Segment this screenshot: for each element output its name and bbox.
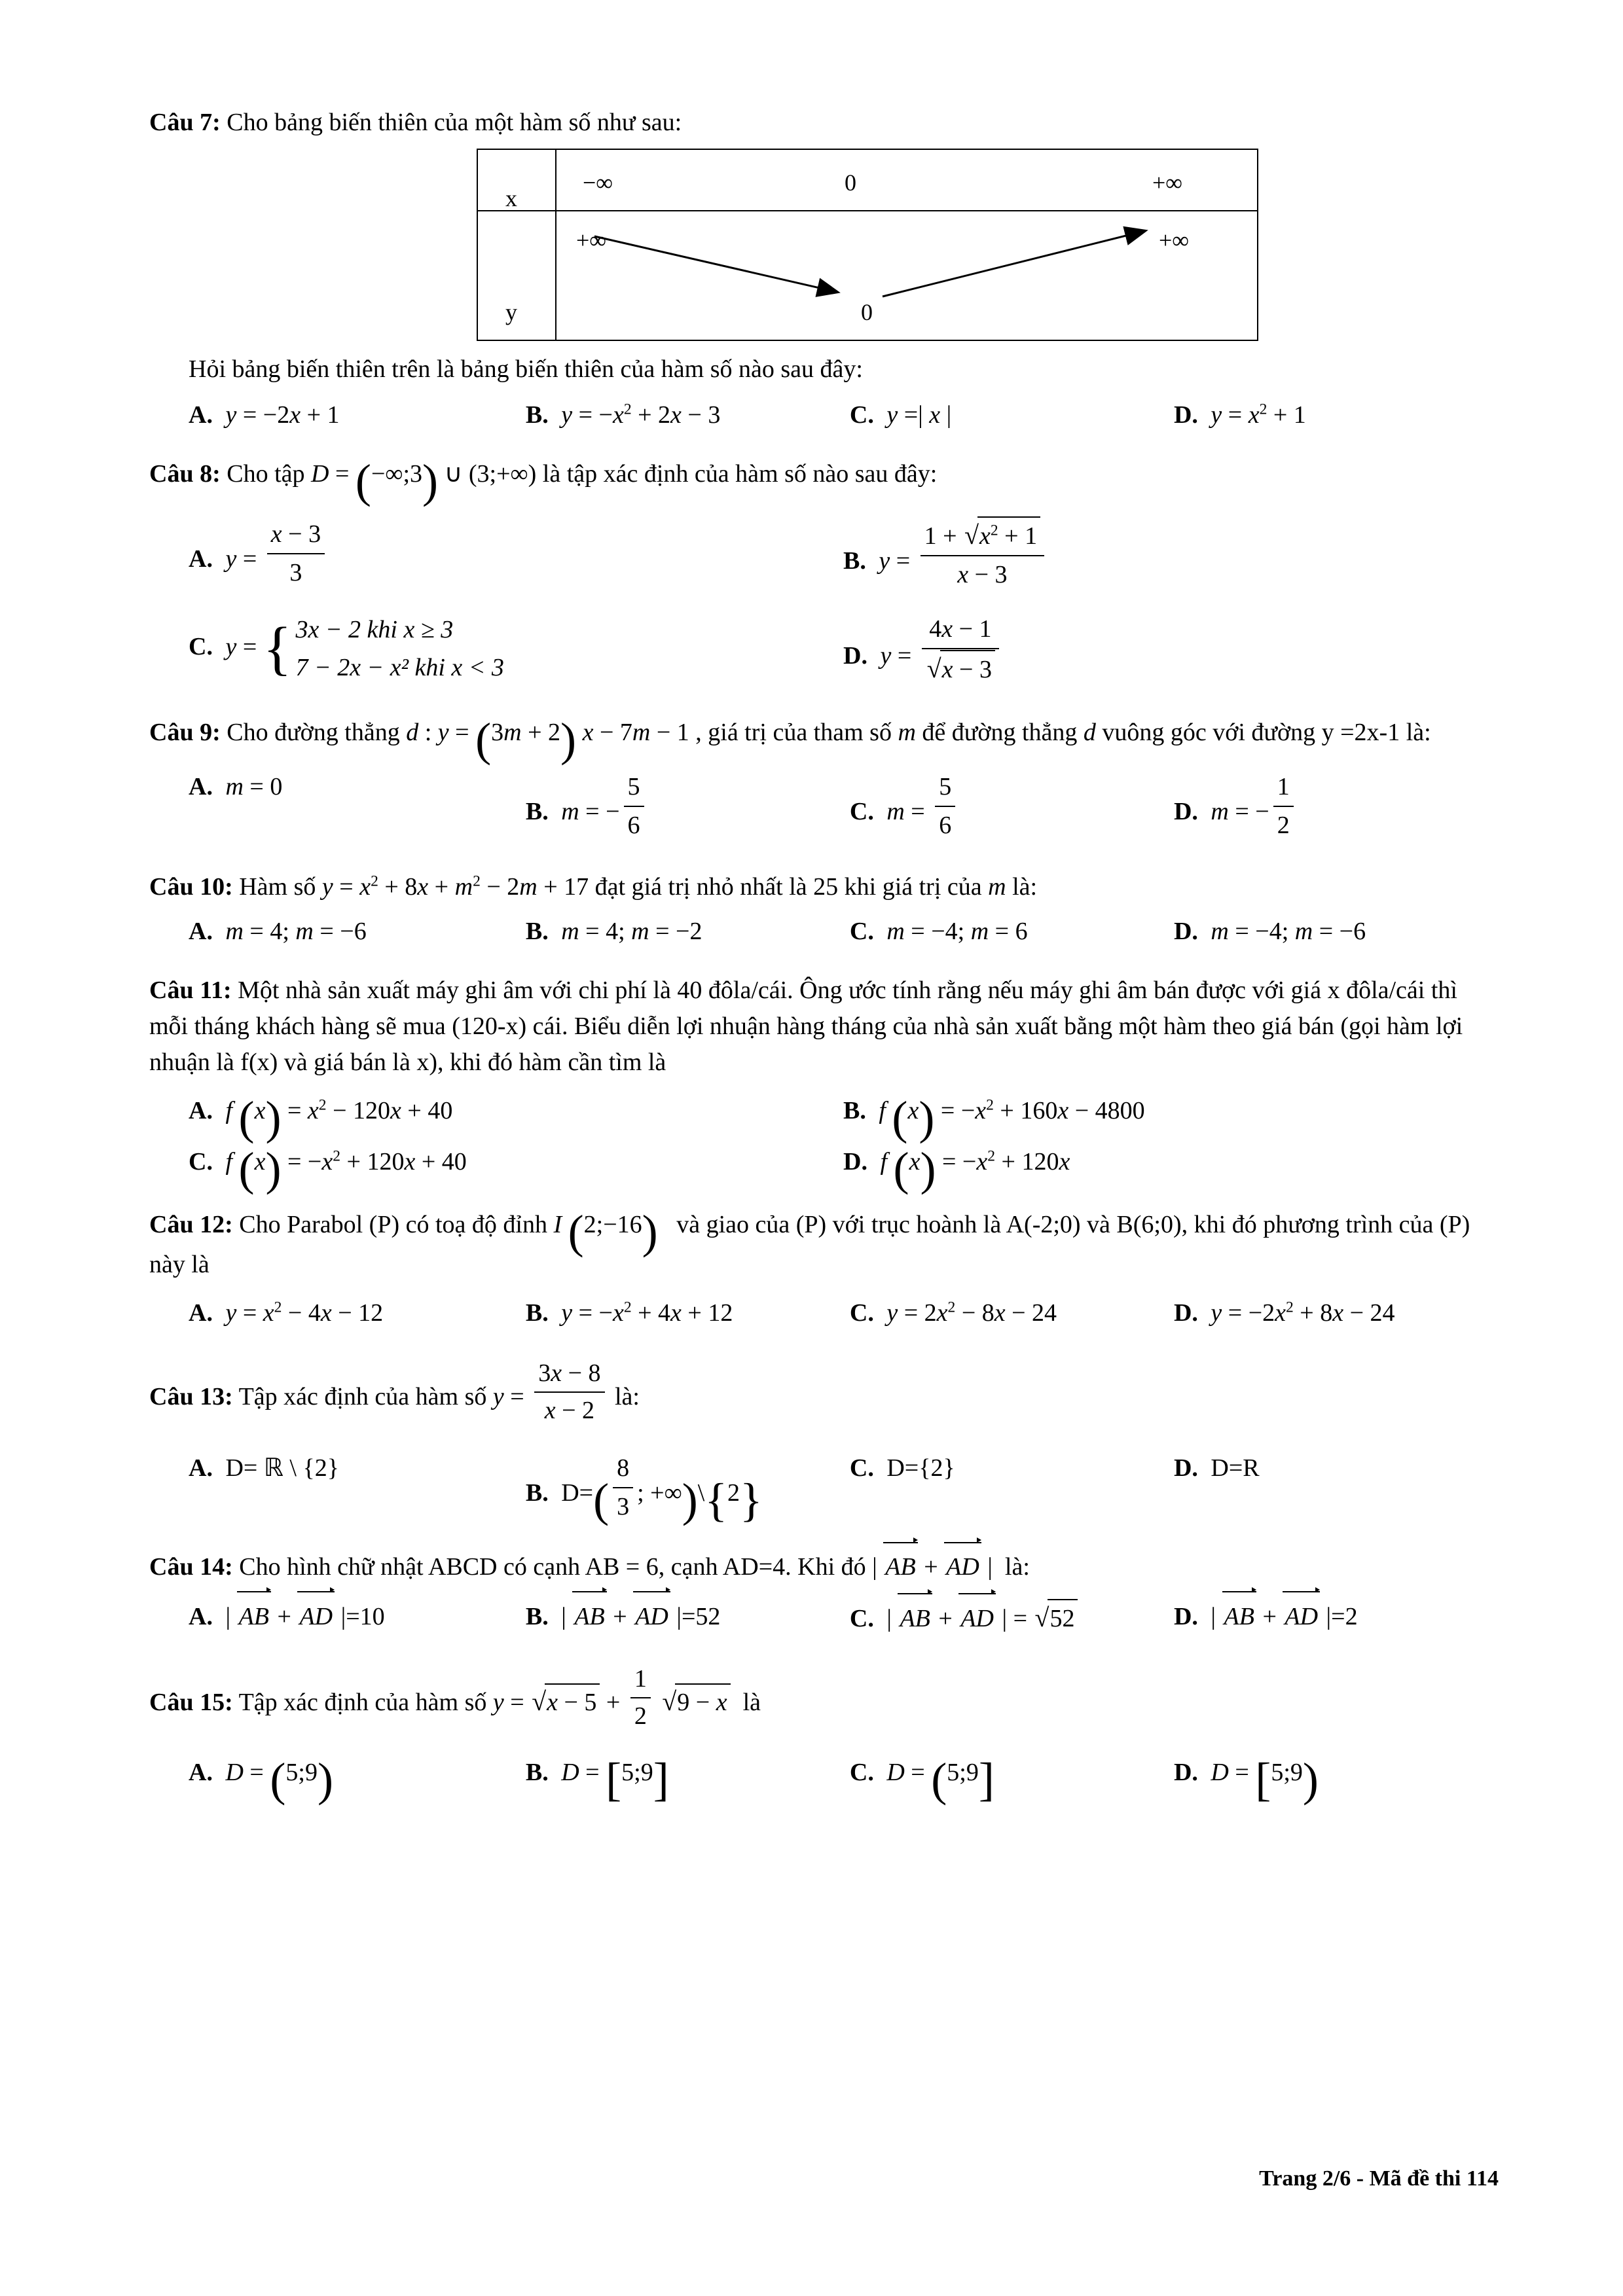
option-b-cau11[interactable]: B. f $(x) = -x^2 + 160x - 4800$ (843, 1092, 1145, 1145)
option-a-cau10[interactable]: A. m = 4; m = −6 (189, 918, 367, 946)
question-label: Câu 11: (149, 977, 232, 1005)
option-letter-d: D. (843, 1147, 867, 1175)
option-letter-c: C. (849, 1604, 874, 1632)
option-letter-d: D. (1173, 918, 1198, 946)
option-letter-c: C. (849, 1454, 874, 1482)
question-label: Câu 8: (149, 460, 221, 488)
question-cau14 (149, 1549, 1498, 1638)
option-b-cau10[interactable]: B. m = 4; m = −2 (525, 918, 702, 946)
option-b-cau7[interactable]: B. $y = -x^2 + 2x - 3$ (525, 401, 721, 429)
table-y-zero: 0 (861, 299, 873, 326)
option-a-cau12[interactable]: A. $y = x^2 - 4x - 12$ (189, 1299, 384, 1327)
option-letter-b: B. (525, 1299, 549, 1327)
option-d-cau10[interactable]: D. m = −4; m = −6 (1173, 918, 1366, 946)
question-text-suffix: là tập xác định của hàm số nào sau đây: (542, 460, 938, 488)
option-d-cau9[interactable]: D. m = − $\frac{1}{2}$ (1174, 768, 1498, 844)
option-letter-d: D. (1173, 1759, 1198, 1787)
option-c-cau11[interactable]: C. f $(x) = -x^2 + 120x + 40$ (189, 1142, 467, 1195)
option-c-line1: 3x − 2 khi x ≥ 3 (295, 615, 454, 643)
question-text: Tập xác định của hàm số y = √x − 5 + $\frac{1}{2}$ √9 − x là (239, 1689, 761, 1716)
option-c-cau10[interactable]: C. m = −4; m = 6 (849, 918, 1028, 946)
question-cau9 (149, 715, 1498, 844)
table-x-plus-infinity: +∞ (1152, 170, 1182, 196)
option-letter-c: C. (849, 401, 874, 429)
options-cau14 (149, 1598, 1498, 1638)
option-a-cau7[interactable]: A. y = −2x + 1 (189, 401, 340, 429)
option-b-cau8[interactable]: B. y = $\frac{1 + √x^2 + 1}{x - 3}$ (843, 516, 1498, 594)
option-letter-a: A. (189, 773, 213, 800)
question-text-prefix: Cho tập (227, 460, 305, 488)
question-text: Một nhà sản xuất máy ghi âm với chi phí là 40 đôla/cái. Ông ước tính rằng nếu máy ghi âm bán được với giá x đôla/cái thì mỗi tháng khách hàng sẽ mua (120-x) cái. Biểu diễn lợi nhuận hàng tháng của nhà sản xuất bằng một hàm theo giá bán (gọi hàm lợi nhuận là f(x) và giá bán là x), khi đó hàm cần tìm là (149, 977, 1463, 1077)
option-letter-c: C. (849, 918, 874, 946)
variation-table (477, 149, 1258, 341)
option-letter-c: C. (849, 1299, 874, 1327)
question-text: Cho đường thẳng d : y = (3m + 2) x − 7m − 1 , giá trị của tham số m để đường thẳng d vuông góc với đường y =2x-1 là: (227, 713, 1431, 766)
option-letter-a: A. (189, 1602, 213, 1630)
table-x-minus-infinity: −∞ (583, 170, 613, 196)
table-y-plus-infinity-right: +∞ (1159, 227, 1189, 254)
option-letter-b: B. (525, 918, 549, 946)
table-row-label-x: x (505, 185, 517, 212)
question-text: Cho bảng biến thiên của một hàm số như sau: (227, 109, 682, 136)
question-text: Cho Parabol (P) có toạ độ đỉnh I (2;−16) và giao của (P) với trục hoành là A(-2;0) và B(6;0), khi đó phương trình của (P) này là (149, 1206, 1470, 1278)
options-cau8-row1 (149, 516, 1498, 594)
option-d-cau13[interactable]: D. D=R (1173, 1454, 1260, 1482)
options-cau13 (149, 1450, 1498, 1526)
option-d-cau11[interactable]: D. f $(x) = -x^2 + 120x$ (843, 1142, 1070, 1195)
question-cau7-followup: Hỏi bảng biến thiên trên là bảng biến thiên của hàm số nào sau đây: (189, 355, 863, 384)
options-cau15 (149, 1753, 1498, 1806)
question-cau15 (149, 1661, 1498, 1806)
question-label: Câu 10: (149, 873, 233, 901)
option-letter-a: A. (189, 1759, 213, 1787)
option-a-cau8[interactable]: A. y = $\frac{x - 3}{3}$ (189, 516, 843, 592)
option-letter-d: D. (1173, 401, 1198, 429)
option-d-cau8[interactable]: D. y = $\frac{4x - 1}{√x - 3}$ (843, 611, 1498, 689)
option-letter-c: C. (849, 798, 874, 826)
question-label: Câu 12: (149, 1211, 233, 1239)
option-letter-d: D. (1173, 798, 1198, 826)
option-letter-c: C. (189, 633, 213, 661)
options-cau8-row2 (149, 611, 1498, 689)
option-c-line2: 7 − 2x − x² khi x < 3 (295, 654, 504, 682)
option-letter-a: A. (189, 1454, 213, 1482)
option-a-cau15[interactable]: A. D = (5;9) (189, 1753, 333, 1806)
question-label: Câu 13: (149, 1382, 233, 1410)
option-a-cau13[interactable]: A. D= ℝ \ {2} (189, 1454, 339, 1482)
table-x-zero: 0 (845, 170, 856, 196)
options-cau11-row1 (149, 1092, 1498, 1145)
option-letter-d: D. (1173, 1602, 1198, 1630)
question-label: Câu 7: (149, 109, 221, 136)
option-d-cau15[interactable]: D. D = [5;9) (1173, 1753, 1319, 1806)
option-letter-d: D. (1173, 1454, 1198, 1482)
option-c-cau14[interactable]: C. | AB + AD | = √52 (850, 1598, 1174, 1638)
option-letter-b: B. (525, 1759, 549, 1787)
options-cau12 (149, 1295, 1498, 1332)
option-letter-b: B. (843, 547, 866, 575)
option-b-cau15[interactable]: B. D = [5;9] (525, 1753, 669, 1806)
option-letter-b: B. (525, 1479, 549, 1507)
question-text: Cho hình chữ nhật ABCD có cạnh AB = 6, cạnh AD=4. Khi đó | AB + AD | là: (239, 1553, 1030, 1581)
question-cau7 (149, 105, 1498, 434)
option-letter-d: D. (1173, 1299, 1198, 1327)
table-y-plus-infinity-left: +∞ (576, 227, 606, 254)
question-text: Hàm số $y = x^2 + 8x + m^2 - 2m + 17$ đạt giá trị nhỏ nhất là 25 khi giá trị của m là: (239, 872, 1038, 901)
option-b-cau12[interactable]: B. $y = -x^2 + 4x + 12$ (525, 1299, 733, 1327)
options-cau9 (149, 768, 1498, 844)
option-c-cau12[interactable]: C. $y = 2x^2 - 8x - 24$ (849, 1299, 1057, 1327)
option-letter-c: C. (189, 1147, 213, 1175)
option-letter-a: A. (189, 1299, 213, 1327)
option-letter-c: C. (849, 1759, 874, 1787)
page-footer: Trang 2/6 - Mã đề thi 114 (1259, 2166, 1499, 2191)
question-label: Câu 9: (149, 718, 221, 746)
option-letter-d: D. (843, 641, 867, 670)
option-b-cau13[interactable]: B. D=( $\frac{8}{3}$ ; +∞)\{2} (525, 1454, 763, 1527)
question-text: Tập xác định của hàm số y = $\frac{3x - 8}{x - 2}$ là: (239, 1383, 640, 1410)
question-label: Câu 14: (149, 1552, 233, 1581)
question-cau12 (149, 1207, 1498, 1332)
options-cau11-row2 (149, 1142, 1498, 1195)
option-c-cau15[interactable]: C. D = (5;9] (849, 1753, 994, 1806)
option-c-cau13[interactable]: C. D={2} (849, 1454, 955, 1482)
option-letter-a: A. (189, 545, 213, 573)
table-row-label-y: y (505, 299, 517, 326)
option-letter-b: B. (525, 798, 549, 826)
option-c-cau9[interactable]: C. m = $\frac{5}{6}$ (850, 768, 1174, 844)
option-a-cau9[interactable]: A. m = 0 (189, 773, 283, 800)
question-cau8 (149, 456, 1498, 688)
option-letter-b: B. (525, 1602, 549, 1630)
option-a-cau14[interactable]: A. | AB + AD |=10 (189, 1598, 526, 1636)
option-b-cau14[interactable]: B. | AB + AD |=52 (526, 1598, 850, 1636)
question-cau11 (149, 973, 1498, 1195)
option-c-cau8[interactable]: C. y = { 3x − 2 khi x ≥ 3 7 − 2x − x² khi x < 3 (189, 611, 843, 688)
question-label: Câu 15: (149, 1689, 233, 1717)
page-content (149, 105, 1498, 1812)
option-letter-b: B. (525, 401, 549, 429)
option-d-cau14[interactable]: D. | AB + AD |=2 (1174, 1598, 1498, 1636)
question-cau10 (149, 869, 1498, 950)
options-cau10 (149, 913, 1498, 950)
question-cau13 (149, 1355, 1498, 1526)
option-letter-a: A. (189, 401, 213, 429)
option-b-cau9[interactable]: B. m = − $\frac{5}{6}$ (526, 768, 850, 844)
option-letter-b: B. (843, 1097, 866, 1125)
question-domain-expr: D = (−∞;3) ∪ (3;+∞) (311, 455, 543, 508)
option-letter-a: A. (189, 1097, 213, 1125)
option-d-cau12[interactable]: D. $y = -2x^2 + 8x - 24$ (1173, 1299, 1395, 1327)
option-d-cau7[interactable]: D. $y = x^2 + 1$ (1173, 401, 1306, 429)
option-a-cau11[interactable]: A. f $(x) = x^2 - 120x + 40$ (189, 1092, 453, 1145)
options-cau7 (149, 397, 1498, 434)
variation-arrows (555, 210, 1257, 340)
option-letter-a: A. (189, 918, 213, 946)
option-c-cau7[interactable]: C. y =| x | (849, 401, 952, 429)
